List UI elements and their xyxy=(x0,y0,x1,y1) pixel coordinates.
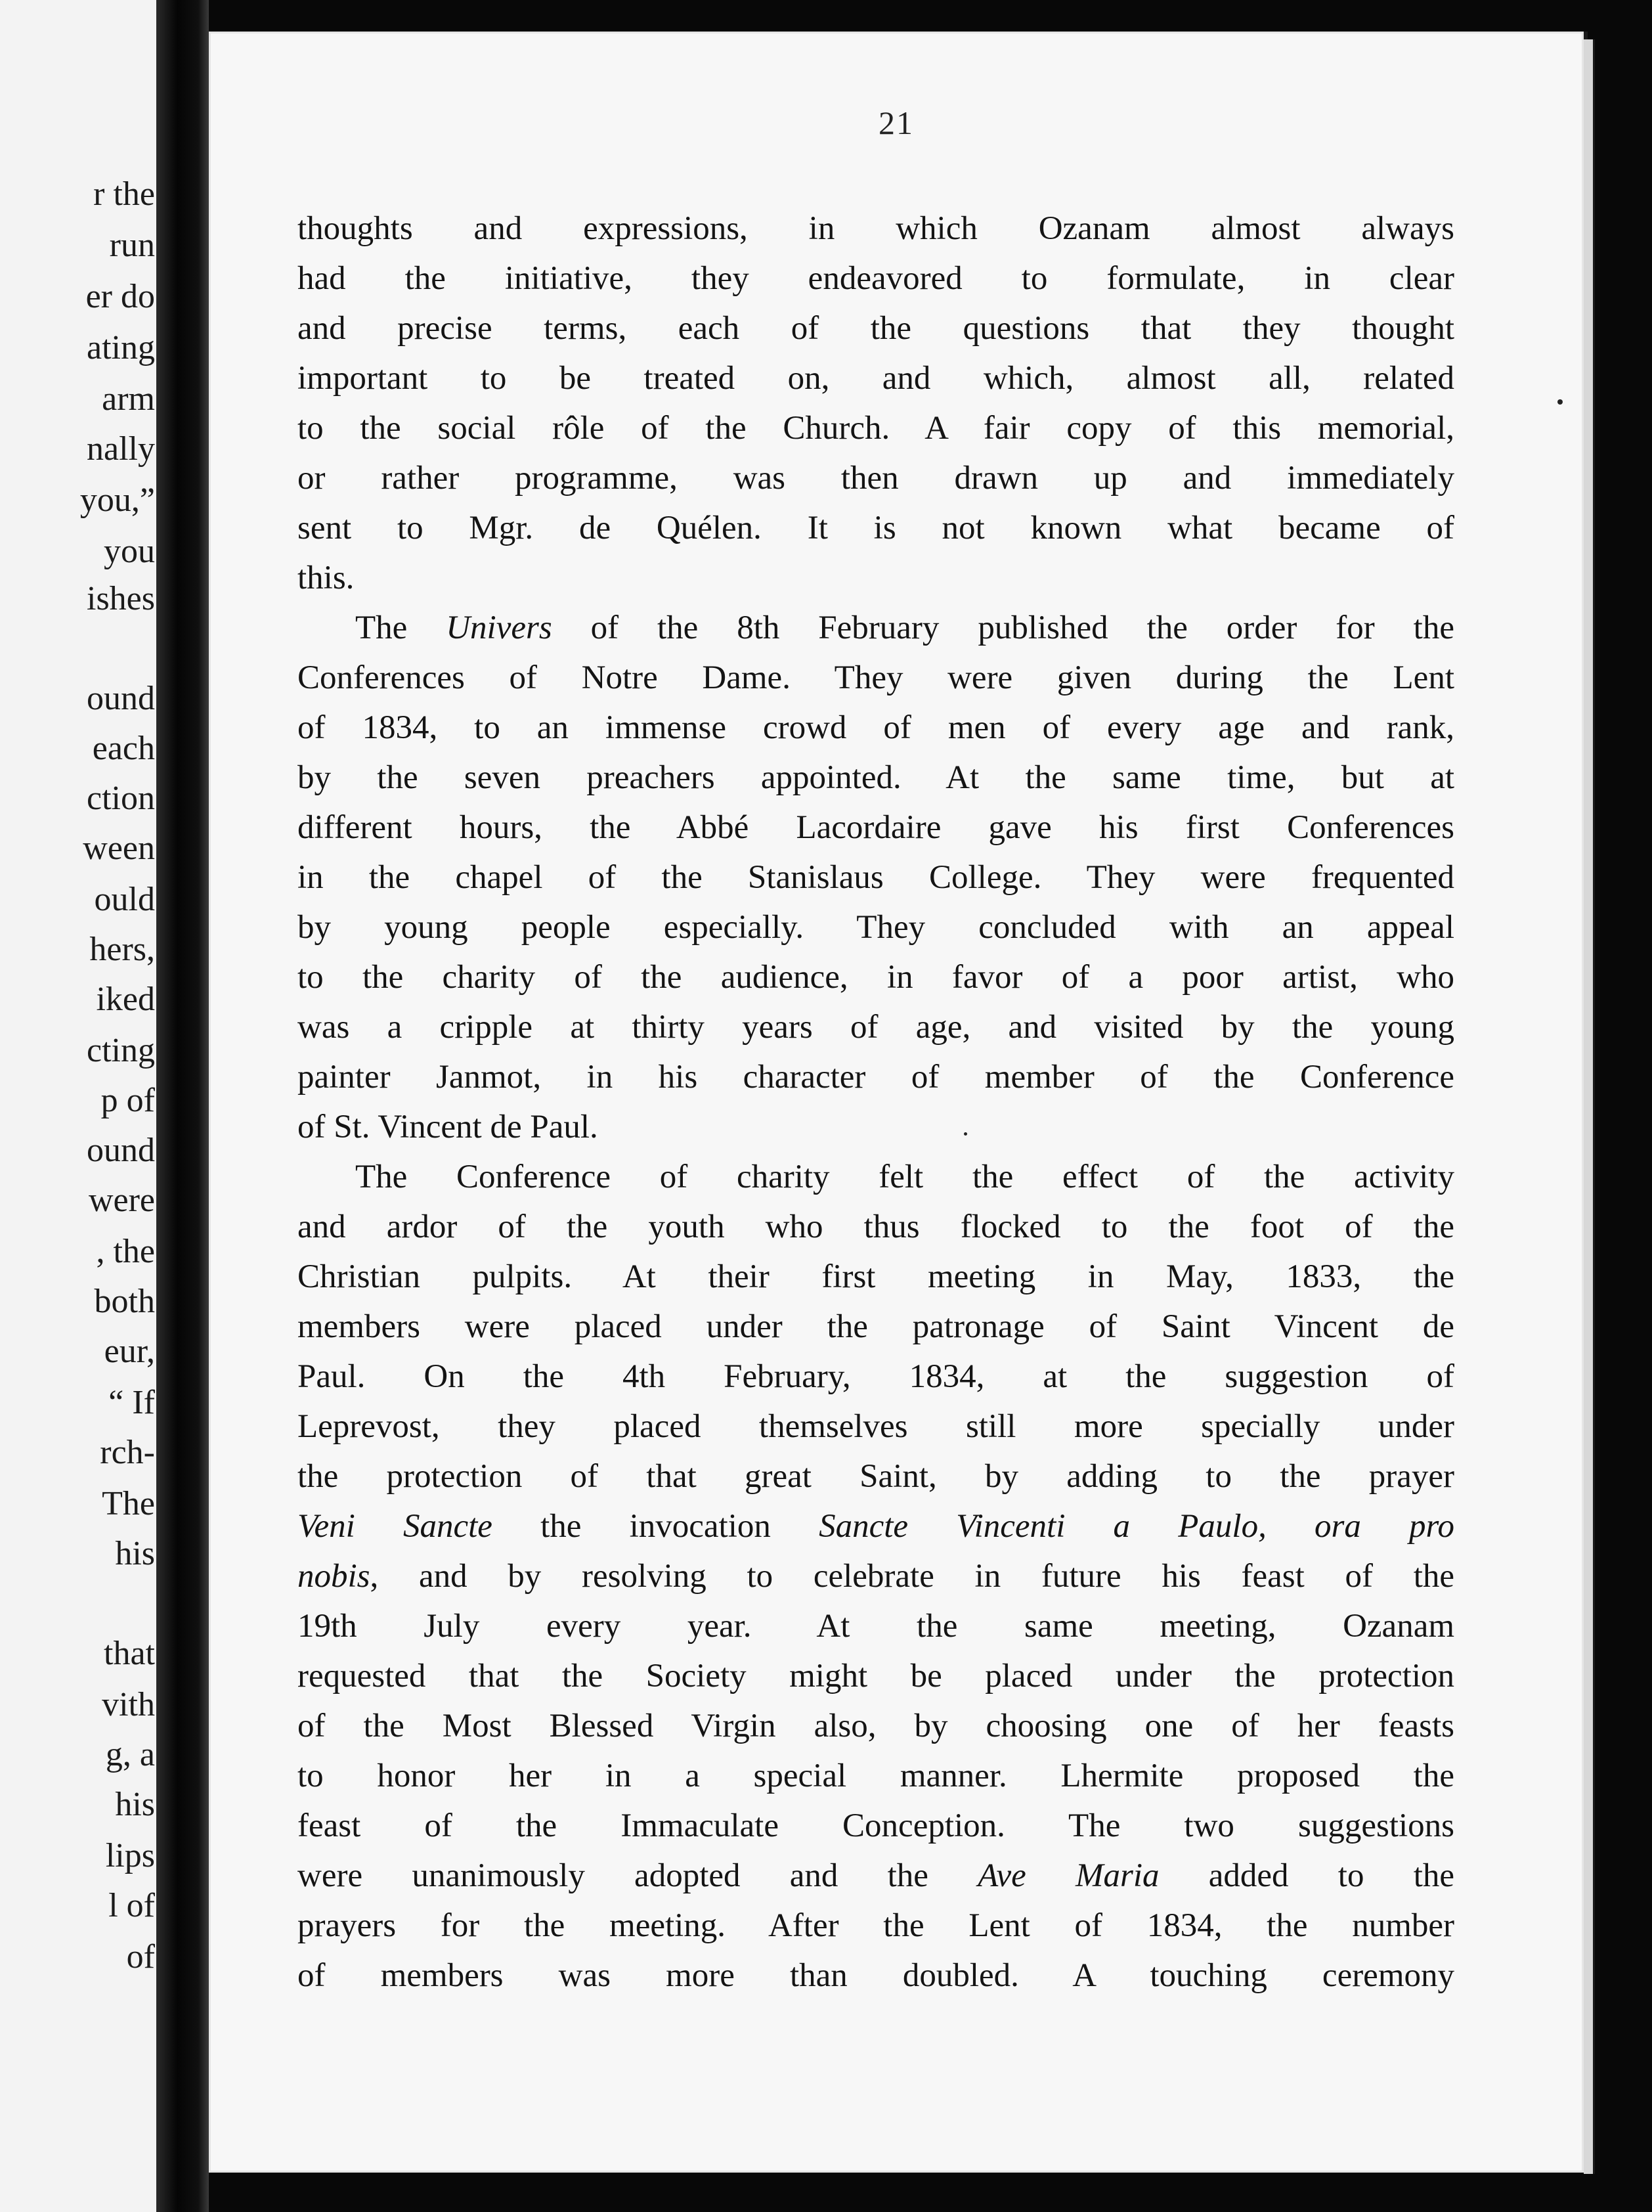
text-line: Paul. On the 4th February, 1834, at the suggestion of xyxy=(297,1358,1454,1395)
fragment-line: cting xyxy=(87,1032,155,1069)
fragment-line: hers, xyxy=(89,931,155,968)
fragment-line: ween xyxy=(83,830,155,867)
fragment-line: run xyxy=(109,227,155,264)
text-line: was a cripple at thirty years of age, and visited by the young xyxy=(297,1009,1454,1046)
text-line: of St. Vincent de Paul. xyxy=(297,1109,598,1145)
text-line: sent to Mgr. de Quélen. It is not known what became of xyxy=(297,510,1454,546)
text-line: and ardor of the youth who thus flocked to the foot of the xyxy=(297,1208,1454,1245)
fragment-line: , the xyxy=(96,1233,155,1270)
text-line: to the social rôle of the Church. A fair copy of this memorial, xyxy=(297,410,1454,447)
scan-speck xyxy=(1557,399,1563,405)
text-line: the protection of that great Saint, by adding to the prayer xyxy=(297,1458,1454,1495)
text-line: this. xyxy=(297,560,355,596)
fragment-line: lips xyxy=(105,1837,155,1874)
text-line: Veni Sancte the invocation Sancte Vincenti a Paulo, ora pro xyxy=(297,1508,1454,1545)
text-line: of 1834, to an immense crowd of men of every age and rank, xyxy=(297,709,1454,746)
text-line: The Univers of the 8th February published the order for the xyxy=(355,609,1454,646)
fragment-line: his xyxy=(115,1535,155,1572)
text-line: to the charity of the audience, in favor of a poor artist, who xyxy=(297,959,1454,996)
text-line: had the initiative, they endeavored to formulate, in clear xyxy=(297,260,1454,297)
fragment-line: r the xyxy=(93,175,155,213)
fragment-line: each xyxy=(92,730,155,767)
fragment-line: The xyxy=(102,1485,155,1522)
fragment-line: ound xyxy=(87,1132,155,1169)
page-number: 21 xyxy=(879,104,914,141)
text-line: Christian pulpits. At their first meeting in May, 1833, the xyxy=(297,1258,1454,1295)
fragment-line: rch- xyxy=(100,1434,155,1471)
facing-page-fragment xyxy=(0,0,156,2212)
fragment-line: his xyxy=(115,1786,155,1823)
fragment-line: vith xyxy=(102,1686,155,1723)
text-line: nobis, and by resolving to celebrate in future his feast of the xyxy=(297,1558,1454,1595)
fragment-line: both xyxy=(94,1283,155,1320)
book-page xyxy=(209,32,1588,2173)
fragment-line: of xyxy=(126,1938,155,1976)
fragment-line: iked xyxy=(96,981,155,1018)
text-line: painter Janmot, in his character of member of the Conference xyxy=(297,1059,1454,1095)
fragment-line: nally xyxy=(87,430,155,468)
text-line: requested that the Society might be placed under the protection xyxy=(297,1658,1454,1694)
fragment-line: ating xyxy=(87,329,155,366)
fragment-line: g, a xyxy=(105,1736,155,1773)
book-gutter xyxy=(156,0,209,2212)
text-line: in the chapel of the Stanislaus College. They were frequented xyxy=(297,859,1454,896)
text-line: were unanimously adopted and the Ave Maria added to the xyxy=(297,1857,1454,1894)
text-line: thoughts and expressions, in which Ozanam almost always xyxy=(297,210,1454,247)
text-line: and precise terms, each of the questions that they thought xyxy=(297,310,1454,347)
text-line: of members was more than doubled. A touching ceremony xyxy=(297,1957,1454,1994)
text-line: feast of the Immaculate Conception. The two suggestions xyxy=(297,1807,1454,1844)
fragment-line: eur, xyxy=(104,1333,155,1370)
fragment-line: ound xyxy=(87,680,155,717)
text-line: prayers for the meeting. After the Lent of 1834, the number xyxy=(297,1907,1454,1944)
text-line: members were placed under the patronage of Saint Vincent de xyxy=(297,1308,1454,1345)
fragment-line: ishes xyxy=(87,580,155,617)
fragment-line: er do xyxy=(85,278,155,315)
text-line: to honor her in a special manner. Lhermite proposed the xyxy=(297,1758,1454,1794)
text-line: The Conference of charity felt the effect of the activity xyxy=(355,1159,1454,1195)
text-line: 19th July every year. At the same meeting, Ozanam xyxy=(297,1608,1454,1645)
fragment-line: ould xyxy=(94,881,155,918)
page-body xyxy=(297,204,1454,2001)
text-line: Leprevost, they placed themselves still more specially under xyxy=(297,1408,1454,1445)
text-line: Conferences of Notre Dame. They were given during the Lent xyxy=(297,659,1454,696)
fragment-line: that xyxy=(104,1635,155,1672)
text-line: or rather programme, was then drawn up and immediately xyxy=(297,460,1454,497)
fragment-line: were xyxy=(88,1182,155,1219)
text-line: by young people especially. They concluded with an appeal xyxy=(297,909,1454,946)
fragment-line: “ If xyxy=(108,1384,155,1421)
text-line: by the seven preachers appointed. At the same time, but at xyxy=(297,759,1454,796)
text-line: different hours, the Abbé Lacordaire gave his first Conferences xyxy=(297,809,1454,846)
page-edge xyxy=(1584,39,1595,2174)
fragment-line: ction xyxy=(87,780,155,817)
fragment-line: you xyxy=(104,533,155,570)
fragment-line: l of xyxy=(108,1887,155,1924)
fragment-line: p of xyxy=(100,1082,155,1119)
fragment-line: you,” xyxy=(79,481,155,519)
scan-speck xyxy=(964,1132,967,1136)
text-line: important to be treated on, and which, almost all, related xyxy=(297,360,1454,397)
text-line: of the Most Blessed Virgin also, by choosing one of her feasts xyxy=(297,1708,1454,1744)
fragment-line: arm xyxy=(102,380,155,418)
